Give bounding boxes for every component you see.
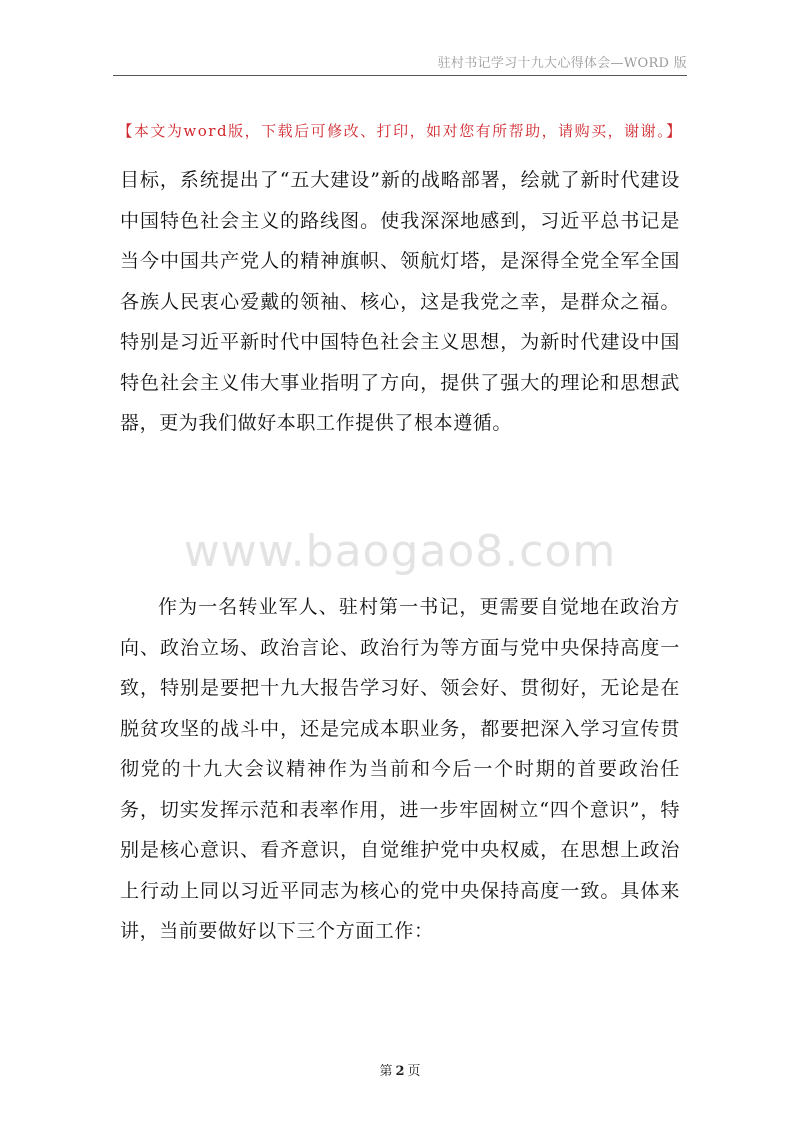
running-header: 驻村书记学习十九大心得体会—WORD 版 [437,56,687,71]
download-notice: 【本文为word版，下载后可修改、打印，如对您有所帮助，请购买，谢谢。】 [117,122,683,140]
page-number-footer [0,1060,800,1079]
page-suffix: 页 [407,1064,421,1079]
body-paragraph-2: 作为一名转业军人、驻村第一书记，更需要自觉地在政治方向、政治立场、政治言论、政治行为等方面与党中央保持高度一致，特别是要把十九大报告学习好、领会好、贯彻好，无论是在脱贫攻坚的战斗中，还是完成本职业务，都要把深入学习宣传贯彻党的十九大会议精神作为当前和今后一个时期的首要政治任务，切实发挥示范和表率作用，进一步牢固树立“四个意识”，特别是核心意识、看齐意识，自觉维护党中央权威，在思想上政治上行动上同以习近平同志为核心的党中央保持高度一致。具体来讲，当前要做好以下三个方面工作： [120,596,680,942]
body-paragraph-1: 目标，系统提出了“五大建设”新的战略部署，绘就了新时代建设中国特色社会主义的路线图。使我深深地感到，习近平总书记是当今中国共产党人的精神旗帜、领航灯塔，是深得全党全军全国各族人民衷心爱戴的领袖、核心，这是我党之幸，是群众之福。特别是习近平新时代中国特色社会主义思想，为新时代建设中国特色社会主义伟大事业指明了方向，提供了强大的理论和思想武器，更为我们做好本职工作提供了根本遵循。 [120,169,680,434]
page-number: 2 [395,1064,405,1079]
header-divider [113,75,687,76]
page-prefix: 第 [379,1064,393,1079]
watermark-text: www.baogao8.com [183,526,617,577]
